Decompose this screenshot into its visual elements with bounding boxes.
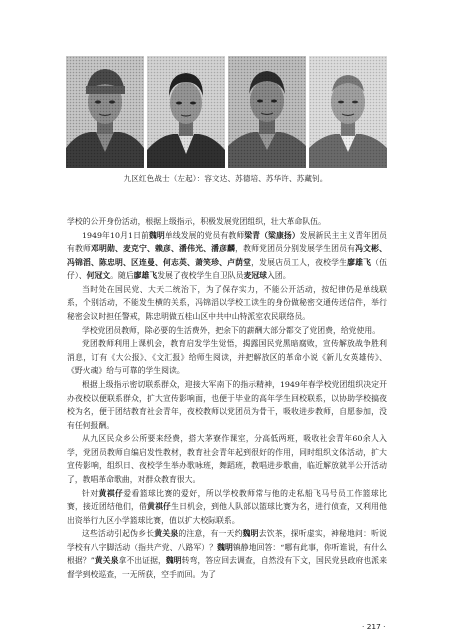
bold-name: 魏明 [242,529,259,539]
text-run: 根据上级指示密切联系群众，迎接大军南下的指示精神，1949年春学校党团组织决定开办夜校以便联系群众，扩大宣传影响面，也便于毕业的高年学生回校联系，以协助学校搞夜校为名，便于团结教育社会青年，夜校教师以党团员为骨干，吸收进步教师，自愿参加，没有任何报酬。 [67,379,387,430]
text-run: ，发展店员工人，夜校学生 [251,257,348,267]
paragraph [67,337,387,378]
text-run: 针对 [82,488,99,498]
paragraph [67,527,387,581]
bold-name: 黄祺仔 [147,502,172,512]
paragraph [67,432,387,486]
bold-name: 黄关泉 [154,529,179,539]
text-run: 的注意，有一天约 [178,529,243,539]
bold-name: 魏明 [148,230,165,240]
bold-name: 黄关泉 [94,556,119,566]
paragraph [67,229,387,283]
text-run: 这些活动引起伪乡长 [82,529,155,539]
text-run: （伍仔）、 [67,257,388,281]
bold-name: 冯文彬、冯锦滔、陈忠明、区连曼、何志英、萧笑珍、卢荫堂 [67,244,388,267]
text-run: 从九区民众乡公所要来经费，搭大茅寮作课室，分高低两班，吸收社会青年60余人入学，党团员教师自编启发性教材，教育社会青年起到很好的作用，同时组织文体活动，扩大宣传影响，组织日、夜校学生举办歌咏班，舞蹈班，教唱进步歌曲，临近解放就半公开活动了，教唱革命歌曲，对群众教育很大。 [67,434,387,484]
text-run: ，教师党团员分别发展学生团员有 [235,244,356,254]
text-run: 单线发展的党员有教师 [164,230,245,240]
paragraph [67,215,387,229]
bold-name: 廖雄飞 [347,257,372,267]
body-text [67,215,387,582]
portrait-photo-su-huaxu [228,56,306,168]
paragraph [67,283,387,324]
bold-name: 梁青（梁康扬） [244,230,300,240]
text-run: 学校的公开身份活动，根据上级指示，积极发展党团组织，壮大革命队伍。 [67,217,326,226]
text-run: 学校党团员教师，除必要的生活费外，把余下的薪酬大部分都交了党团费，给党使用。 [82,325,381,335]
bold-name: 何冠文 [86,271,111,281]
bold-name: 麦冠球 [243,271,268,281]
text-run: 当时处在国民党、大天二统治下，为了保存实力，不能公开活动，按纪律仍是单线联系，个别活动，不能发生横的关系，冯锦滔以学校工读生的身份做秘密交通传送信件，举行秘密会议时担任警戒，陈忠明做五桂山区中共中山特派室农民联络员。 [67,284,387,322]
portrait-photo-rong-wenda [66,56,144,168]
paragraph [67,487,387,528]
text-run: 发展了夜校学生自卫队员 [157,271,244,281]
text-run: 拿不出证据， [118,556,166,566]
text-run: 去饮茶，探听虚实，神秘地问：听说学校有八字脚活动（指共产党、八路军）？ [67,529,387,552]
text-run: 发展新民主主义青年团员有教师 [67,230,387,254]
paragraph [67,378,387,432]
paragraph [67,324,387,338]
text-run: 镇静地回答：“哪有此事，你听谁说，有什么根据？” [67,542,388,566]
bold-name: 廖雄飞 [133,271,158,281]
text-run: 生日机会，到他人队部以篮球比赛为名，进行侦查，又利用他出资举行九区小学篮球比赛，值以扩大校际联系。 [67,502,388,525]
text-run: 1949年10月1日前 [82,230,149,240]
text-run: 转弯，答应回去调查，自然没有下文，国民党县政府也派来督学到校巡查，一无所获，空手而回。为了 [67,556,388,580]
bold-name: 邓明勋、麦克宁、赖彦、潘伟光、潘彦麟 [91,244,236,254]
text-run: 爱看篮球比赛的爱好，所以学校教师常与他的走私船飞马号员工作篮球比赛，接近团结他们，借 [67,488,388,512]
bold-name: 魏明 [165,556,182,566]
portrait-photo-su-zangzhao [309,56,387,168]
text-run: 入团。 [267,271,291,281]
bold-name: 黄祺仔 [98,488,124,498]
portrait-photo-row [66,56,386,168]
text-run: 党团教师利用上课机会，教育启发学生觉悟，揭露国民党黑暗腐败，宣传解放战争胜利消息，订有《大公报》、《文汇报》给师生阅读，并把解放区的革命小说《新儿女英雄传》、《野火魂》给与可靠的学生阅读。 [67,339,387,376]
text-run: 。随后 [110,271,134,281]
page-number: · 217 · [362,622,386,631]
portrait-photo-su-depei [147,56,225,168]
bold-name: 魏明 [217,542,233,552]
photo-caption: 九区红色战士（左起）：容文达、苏德培、苏华许、苏藏钊。 [123,174,328,183]
